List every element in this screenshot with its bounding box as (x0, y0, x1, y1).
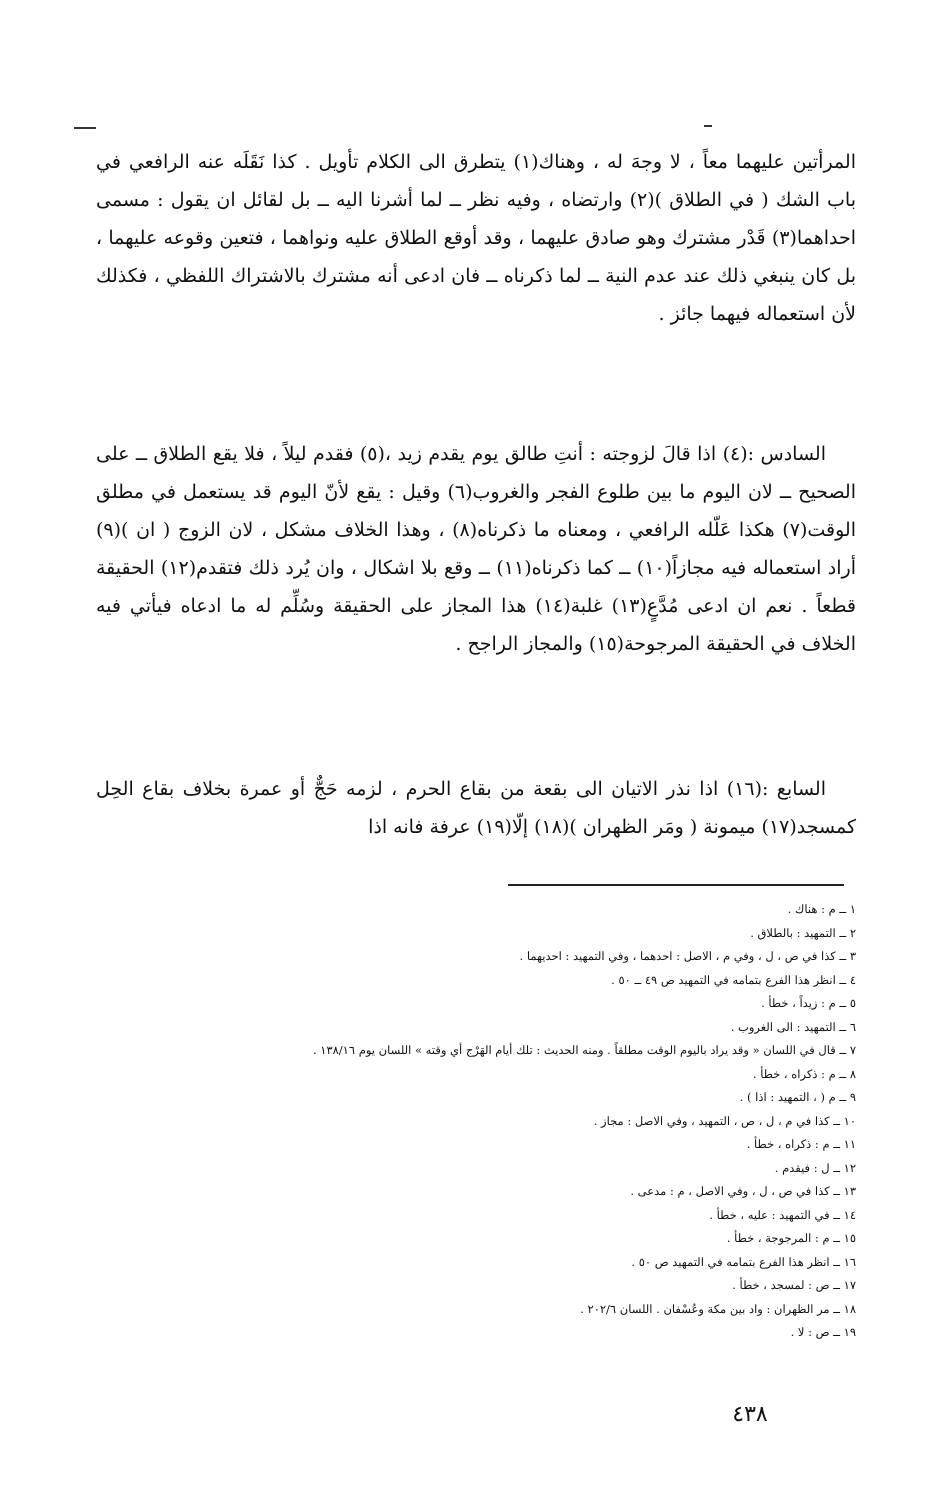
header-mark-left (74, 127, 96, 129)
footnote: ١٤ ــ في التمهيد : عليه ، خطأ . (709, 1207, 856, 1222)
paragraph-seventh-issue (96, 770, 856, 846)
footnote: ٧ ــ قال في اللسان « وقد يراد باليوم الوقت مطلقاً . ومنه الحديث : تلك أيام الهَرْج أي وقته » اللسان يوم ١٣٨/١٦ . (312, 1043, 856, 1057)
footnote: ٩ ــ م ( ، التمهيد : اذا ) . (739, 1090, 856, 1104)
footnote: ٣ ــ كذا في ص ، ل ، وفي م ، الاصل : احدهما ، وفي التمهيد : احديهما . (519, 949, 856, 963)
footnote: ١٦ ــ انظر هذا الفرع بتمامه في التمهيد ص ٥٠ . (631, 1254, 856, 1269)
footnote: ١٥ ــ م : المرجوجة ، خطأ . (726, 1231, 856, 1245)
page-number: ٤٣٨ (732, 1402, 768, 1427)
paragraph-text: السابع :(١٦) اذا نذر الاتيان الى بقعة من بقاع الحرم ، لزمه حَجٌّ أو عمرة بخلاف بقاع الحِل كمسجد(١٧) ميمونة ( ومَر الظهران )(١٨) إلّا(١٩) عرفة فانه اذا (96, 778, 856, 838)
header-mark-right (704, 125, 712, 127)
footnote: ٨ ــ م : ذكراه ، خطأ . (752, 1066, 856, 1081)
paragraph-text: المرأتين عليهما معاً ، لا وجهَ له ، وهناك(١) يتطرق الى الكلام تأويل . كذا نَقَلَه عنه الرافعي في باب الشك ( في الطلاق )(٢) وارتضاه ، وفيه نظر ــ لما أشرنا اليه ــ بل لقائل ان يقول : مسمى احداهما(٣) قَدْر مشترك وهو صادق عليهما ، وقد أوقع الطلاق عليه ونواهما ، فتعين وقوعه عليهما ، بل كان ينبغي ذلك عند عدم النية ــ لما ذكرناه ــ فان ادعى أنه مشترك بالاشتراك اللفظي ، فكذلك لأن استعماله فيهما جائز . (96, 151, 856, 325)
footnote: ٦ ــ التمهيد : الى الغروب . (730, 1019, 856, 1034)
footnote: ١١ ــ م : ذكراه ، خطأ . (746, 1137, 856, 1151)
footnotes-list (156, 898, 856, 1345)
footnote-separator (508, 884, 844, 886)
paragraph-text: السادس :(٤) اذا قالَ لزوجته : أنتِ طالق يوم يقدم زيد ،(٥) فقدم ليلاً ، فلا يقع الطلاق ــ على الصحيح ــ لان اليوم ما بين طلوع الفجر والغروب(٦) وقيل : يقع لأنّ اليوم قد يستعمل في مطلق الوقت(٧) هكذا عَلّله الرافعي ، ومعناه ما ذكرناه(٨) ، وهذا الخلاف مشكل ، لان الزوج ( ان )(٩) أراد استعماله فيه مجازاً(١٠) ــ كما ذكرناه(١١) ــ وقع بلا اشكال ، وان يُرد ذلك فتقدم(١٢) الحقيقة قطعاً . نعم ان ادعى مُدَّعٍ(١٣) غلبة(١٤) هذا المجاز على الحقيقة وسُلِّم له ما ادعاه فيأتي فيه الخلاف في الحقيقة المرجوحة(١٥) والمجاز الراجح . (96, 443, 856, 655)
footnote: ١٩ ــ ص : لا . (790, 1325, 856, 1339)
footnote: ١٧ ــ ص : لمسجد ، خطأ . (732, 1278, 856, 1292)
footnote: ٤ ــ انظر هذا الفرع بتمامه في التمهيد ص ٤٩ ــ ٥٠ . (611, 972, 856, 987)
footnote: ١٠ ــ كذا في م ، ل ، ص ، التمهيد ، وفي الاصل : مجاز . (593, 1113, 856, 1128)
footnote: ٥ ــ م : زيداً ، خطأ . (761, 996, 856, 1010)
paragraph-continuation (96, 143, 856, 333)
footnote: ١ ــ م : هناك . (787, 902, 856, 916)
footnote: ١٨ ــ مر الظهران : واد بين مكة وعُسْفان . اللسان ٢٠٢/٦ . (580, 1301, 856, 1316)
paragraph-sixth-issue (96, 435, 856, 663)
footnote: ١٣ ــ كذا في ص ، ل ، وفي الاصل ، م : مدعى . (630, 1184, 856, 1198)
footnote: ١٢ ــ ل : فيقدم . (774, 1160, 856, 1175)
footnote: ٢ ــ التمهيد : بالطلاق . (750, 925, 856, 940)
